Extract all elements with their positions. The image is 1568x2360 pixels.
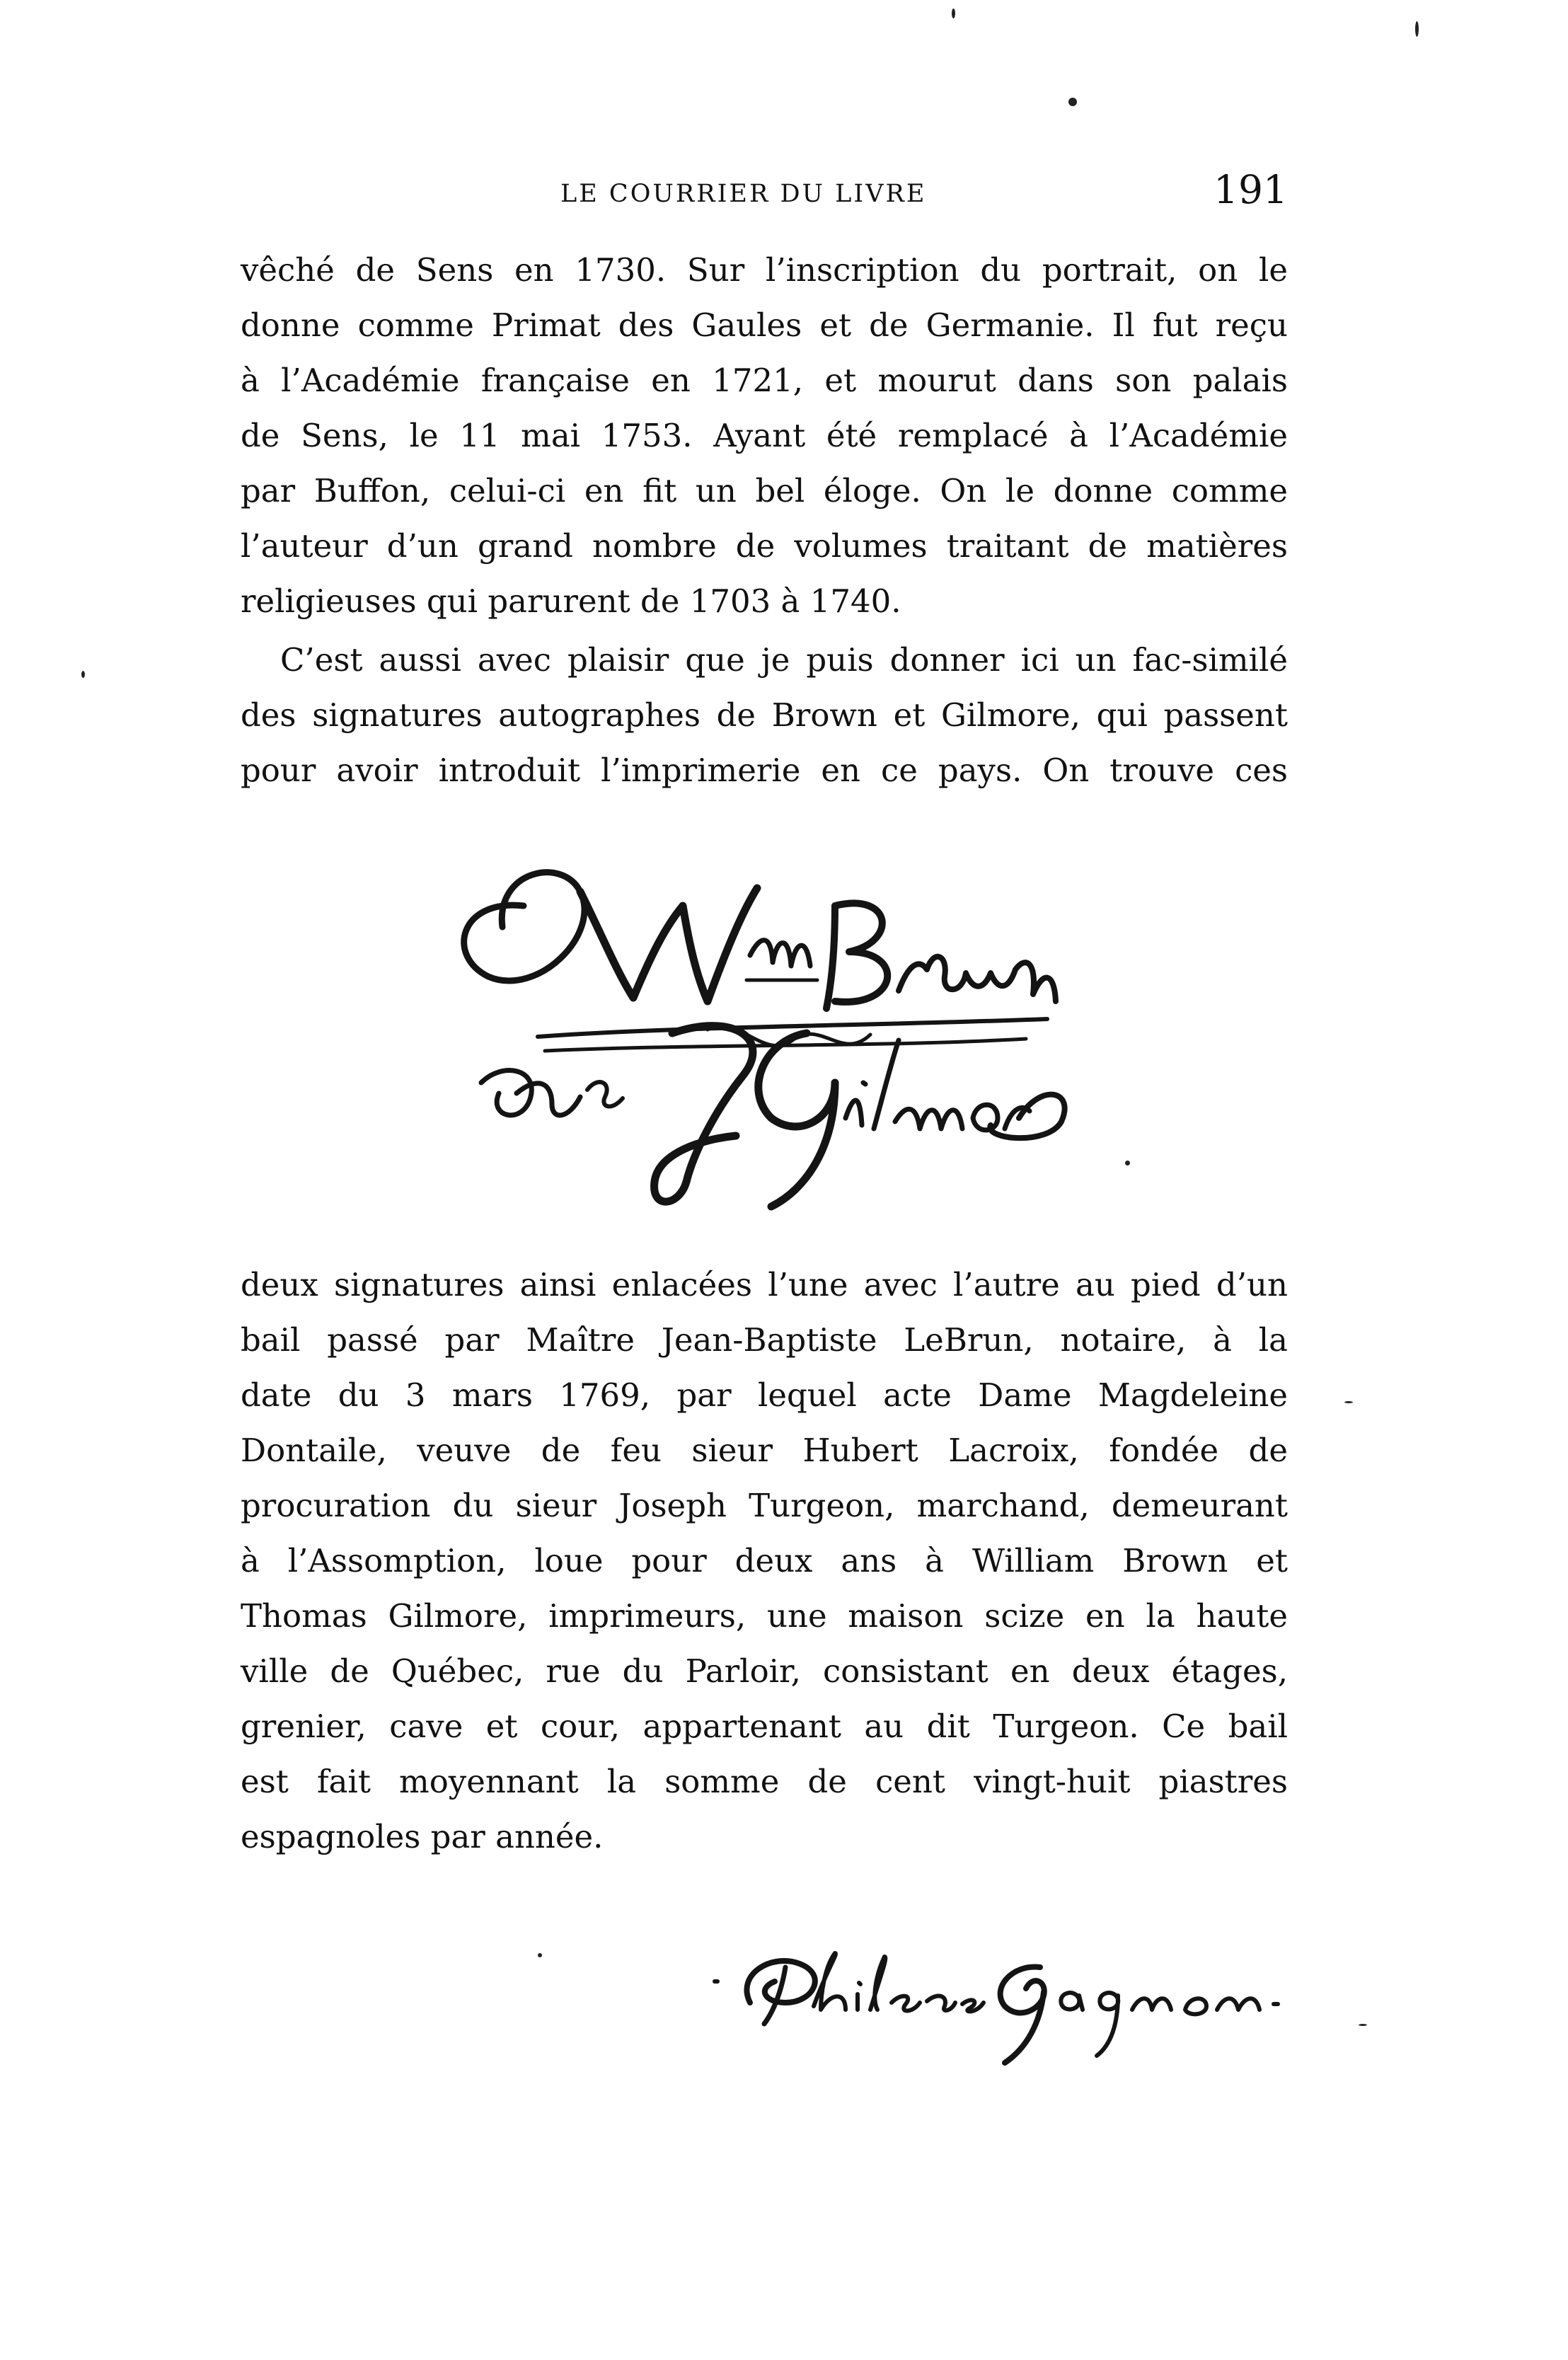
text-line: par Buffon, celui-ci en fit un bel éloge. On le donne comme — [241, 472, 1288, 510]
text-line: de Sens, le 11 mai 1753. Ayant été remplacé à l’Académie — [241, 417, 1288, 454]
journal-title: LE COURRIER DU LIVRE — [560, 180, 927, 208]
text-line: espagnoles par année. — [241, 1818, 604, 1855]
text-line: à l’Académie française en 1721, et mourut dans son palais — [241, 362, 1288, 399]
text-line: Thomas Gilmore, imprimeurs, une maison scize en la haute — [241, 1597, 1288, 1635]
scan-speck — [952, 8, 955, 18]
text-line: pour avoir introduit l’imprimerie en ce pays. On trouve ces — [241, 752, 1288, 789]
text-line: religieuses qui parurent de 1703 à 1740. — [241, 582, 901, 620]
scan-speck — [538, 1953, 542, 1957]
text-line: Dontaile, veuve de feu sieur Hubert Lacroix, fondée de — [241, 1432, 1288, 1469]
text-line: l’auteur d’un grand nombre de volumes traitant de matières — [241, 527, 1288, 565]
text-line: ville de Québec, rue du Parloir, consistant en deux étages, — [241, 1652, 1288, 1690]
scan-speck — [81, 671, 85, 678]
running-head — [241, 167, 1288, 217]
text-line: procuration du sieur Joseph Turgeon, marchand, demeurant — [241, 1487, 1288, 1524]
text-line: à l’Assomption, loue pour deux ans à William Brown et — [241, 1542, 1288, 1579]
text-line: bail passé par Maître Jean-Baptiste LeBrun, notaire, à la — [241, 1321, 1288, 1359]
text-line: grenier, cave et cour, appartenant au dit Turgeon. Ce bail — [241, 1708, 1288, 1745]
scan-speck — [1068, 98, 1077, 106]
text-line: deux signatures ainsi enlacées l’une avec l’autre au pied d’un — [241, 1266, 1288, 1303]
text-line: donne comme Primat des Gaules et de Germanie. Il fut reçu — [241, 306, 1288, 344]
scan-speck — [1125, 1161, 1130, 1165]
paragraph-2 — [241, 633, 1288, 798]
paragraph-3 — [241, 1257, 1288, 1865]
paragraph-1 — [241, 243, 1288, 629]
text-line: date du 3 mars 1769, par lequel acte Dame Magdeleine — [241, 1376, 1288, 1414]
text-line: C’est aussi avec plaisir que je puis donner ici un fac-similé — [280, 641, 1288, 679]
scan-speck — [1344, 1401, 1353, 1403]
author-signature-image — [708, 1925, 1309, 2066]
scan-speck — [1359, 2024, 1367, 2026]
text-line: est fait moyennant la somme de cent vingt-huit piastres — [241, 1763, 1288, 1800]
page-number: 191 — [1214, 167, 1288, 212]
text-line: des signatures autographes de Brown et Gilmore, qui passent — [241, 696, 1288, 734]
text-line: vêché de Sens en 1730. Sur l’inscription du portrait, on le — [241, 251, 1288, 289]
signature-facsimile-image — [439, 849, 1076, 1217]
scan-speck — [1415, 21, 1419, 37]
